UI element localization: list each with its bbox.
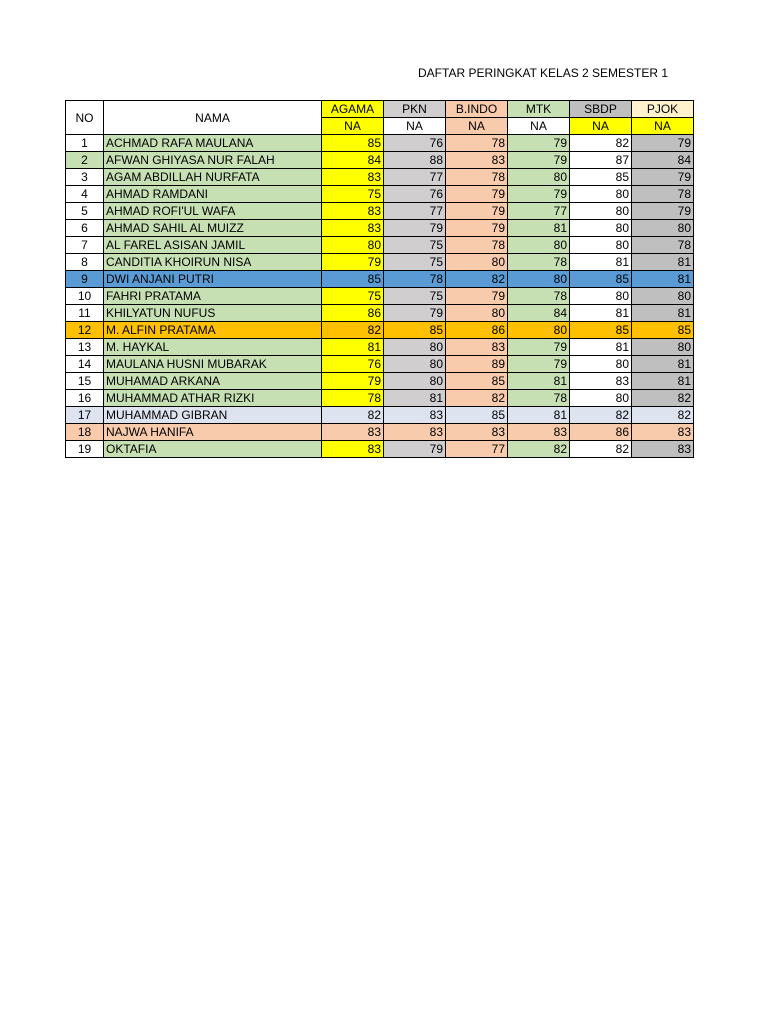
header-subject-agama: AGAMA xyxy=(322,101,384,118)
row-number: 1 xyxy=(66,135,104,152)
score-pkn: 85 xyxy=(384,322,446,339)
student-name: FAHRI PRATAMA xyxy=(104,288,322,305)
table-row xyxy=(66,288,694,305)
row-number: 14 xyxy=(66,356,104,373)
score-sbdp: 81 xyxy=(570,254,632,271)
score-agama: 83 xyxy=(322,220,384,237)
score-bindo: 85 xyxy=(446,407,508,424)
row-number: 13 xyxy=(66,339,104,356)
row-number: 16 xyxy=(66,390,104,407)
row-number: 11 xyxy=(66,305,104,322)
score-bindo: 80 xyxy=(446,254,508,271)
score-sbdp: 86 xyxy=(570,424,632,441)
score-pjok: 79 xyxy=(632,203,694,220)
table-row xyxy=(66,407,694,424)
row-number: 3 xyxy=(66,169,104,186)
table-row xyxy=(66,339,694,356)
score-bindo: 80 xyxy=(446,305,508,322)
score-sbdp: 80 xyxy=(570,356,632,373)
student-name: AGAM ABDILLAH NURFATA xyxy=(104,169,322,186)
score-agama: 81 xyxy=(322,339,384,356)
student-name: AHMAD RAMDANI xyxy=(104,186,322,203)
student-name: M. HAYKAL xyxy=(104,339,322,356)
score-pjok: 81 xyxy=(632,356,694,373)
row-number: 10 xyxy=(66,288,104,305)
score-mtk: 82 xyxy=(508,441,570,458)
row-number: 7 xyxy=(66,237,104,254)
student-name: AHMAD ROFI'UL WAFA xyxy=(104,203,322,220)
score-pjok: 79 xyxy=(632,169,694,186)
score-agama: 79 xyxy=(322,254,384,271)
table-row xyxy=(66,322,694,339)
score-agama: 84 xyxy=(322,152,384,169)
student-name: M. ALFIN PRATAMA xyxy=(104,322,322,339)
student-name: KHILYATUN NUFUS xyxy=(104,305,322,322)
row-number: 15 xyxy=(66,373,104,390)
student-name: MUHAMMAD GIBRAN xyxy=(104,407,322,424)
table-row xyxy=(66,203,694,220)
row-number: 19 xyxy=(66,441,104,458)
score-bindo: 79 xyxy=(446,220,508,237)
score-bindo: 77 xyxy=(446,441,508,458)
score-pkn: 76 xyxy=(384,186,446,203)
header-subject-bindo: B.INDO xyxy=(446,101,508,118)
score-mtk: 84 xyxy=(508,305,570,322)
header-na-sbdp: NA xyxy=(570,118,632,135)
score-pjok: 85 xyxy=(632,322,694,339)
score-pkn: 77 xyxy=(384,169,446,186)
score-bindo: 83 xyxy=(446,424,508,441)
table-row xyxy=(66,169,694,186)
student-name: AFWAN GHIYASA NUR FALAH xyxy=(104,152,322,169)
row-number: 18 xyxy=(66,424,104,441)
table-row xyxy=(66,356,694,373)
table-row xyxy=(66,424,694,441)
table-row xyxy=(66,152,694,169)
score-agama: 83 xyxy=(322,441,384,458)
score-mtk: 80 xyxy=(508,169,570,186)
score-mtk: 79 xyxy=(508,356,570,373)
score-bindo: 79 xyxy=(446,186,508,203)
table-row xyxy=(66,186,694,203)
score-agama: 75 xyxy=(322,186,384,203)
score-pkn: 80 xyxy=(384,356,446,373)
student-name: OKTAFIA xyxy=(104,441,322,458)
table-row xyxy=(66,305,694,322)
header-subject-pkn: PKN xyxy=(384,101,446,118)
score-agama: 75 xyxy=(322,288,384,305)
score-pjok: 80 xyxy=(632,288,694,305)
score-pkn: 75 xyxy=(384,288,446,305)
row-number: 6 xyxy=(66,220,104,237)
score-mtk: 81 xyxy=(508,373,570,390)
score-pjok: 81 xyxy=(632,305,694,322)
score-pkn: 75 xyxy=(384,237,446,254)
score-agama: 80 xyxy=(322,237,384,254)
score-sbdp: 87 xyxy=(570,152,632,169)
score-pkn: 79 xyxy=(384,441,446,458)
header-na-pkn: NA xyxy=(384,118,446,135)
score-mtk: 78 xyxy=(508,390,570,407)
table-row xyxy=(66,237,694,254)
score-mtk: 79 xyxy=(508,186,570,203)
table-row xyxy=(66,220,694,237)
score-pjok: 81 xyxy=(632,373,694,390)
score-agama: 82 xyxy=(322,407,384,424)
score-sbdp: 81 xyxy=(570,339,632,356)
score-pkn: 80 xyxy=(384,339,446,356)
score-bindo: 78 xyxy=(446,169,508,186)
score-pkn: 77 xyxy=(384,203,446,220)
score-agama: 79 xyxy=(322,373,384,390)
header-na-agama: NA xyxy=(322,118,384,135)
student-name: AL FAREL ASISAN JAMIL xyxy=(104,237,322,254)
score-pjok: 79 xyxy=(632,135,694,152)
table-row xyxy=(66,271,694,288)
header-nama: NAMA xyxy=(104,101,322,135)
score-pkn: 78 xyxy=(384,271,446,288)
table-row xyxy=(66,373,694,390)
student-name: AHMAD SAHIL AL MUIZZ xyxy=(104,220,322,237)
score-mtk: 78 xyxy=(508,288,570,305)
score-agama: 83 xyxy=(322,424,384,441)
score-mtk: 77 xyxy=(508,203,570,220)
row-number: 5 xyxy=(66,203,104,220)
score-pkn: 75 xyxy=(384,254,446,271)
score-mtk: 83 xyxy=(508,424,570,441)
score-bindo: 86 xyxy=(446,322,508,339)
score-agama: 83 xyxy=(322,203,384,220)
score-mtk: 81 xyxy=(508,407,570,424)
header-na-mtk: NA xyxy=(508,118,570,135)
score-sbdp: 80 xyxy=(570,390,632,407)
table-row xyxy=(66,441,694,458)
student-name: MAULANA HUSNI MUBARAK xyxy=(104,356,322,373)
score-bindo: 83 xyxy=(446,152,508,169)
score-mtk: 81 xyxy=(508,220,570,237)
row-number: 4 xyxy=(66,186,104,203)
score-bindo: 78 xyxy=(446,135,508,152)
row-number: 8 xyxy=(66,254,104,271)
student-name: DWI ANJANI PUTRI xyxy=(104,271,322,288)
row-number: 2 xyxy=(66,152,104,169)
student-name: NAJWA HANIFA xyxy=(104,424,322,441)
score-sbdp: 82 xyxy=(570,441,632,458)
score-pjok: 81 xyxy=(632,271,694,288)
table-header xyxy=(66,101,694,135)
header-no: NO xyxy=(66,101,104,135)
table-row xyxy=(66,390,694,407)
score-mtk: 79 xyxy=(508,339,570,356)
student-name: MUHAMMAD ATHAR RIZKI xyxy=(104,390,322,407)
score-sbdp: 85 xyxy=(570,271,632,288)
row-number: 17 xyxy=(66,407,104,424)
score-pjok: 78 xyxy=(632,237,694,254)
score-sbdp: 81 xyxy=(570,305,632,322)
student-name: CANDITIA KHOIRUN NISA xyxy=(104,254,322,271)
header-subject-mtk: MTK xyxy=(508,101,570,118)
score-sbdp: 82 xyxy=(570,135,632,152)
score-pkn: 83 xyxy=(384,407,446,424)
header-na-bindo: NA xyxy=(446,118,508,135)
student-name: MUHAMAD ARKANA xyxy=(104,373,322,390)
score-pkn: 80 xyxy=(384,373,446,390)
score-sbdp: 80 xyxy=(570,288,632,305)
score-mtk: 80 xyxy=(508,322,570,339)
table-row xyxy=(66,254,694,271)
score-sbdp: 85 xyxy=(570,169,632,186)
score-pkn: 76 xyxy=(384,135,446,152)
score-bindo: 89 xyxy=(446,356,508,373)
score-pjok: 83 xyxy=(632,424,694,441)
table-body xyxy=(66,135,694,458)
score-sbdp: 85 xyxy=(570,322,632,339)
header-subject-pjok: PJOK xyxy=(632,101,694,118)
score-sbdp: 80 xyxy=(570,186,632,203)
score-mtk: 80 xyxy=(508,271,570,288)
score-pjok: 82 xyxy=(632,390,694,407)
score-pjok: 78 xyxy=(632,186,694,203)
score-agama: 82 xyxy=(322,322,384,339)
score-agama: 76 xyxy=(322,356,384,373)
score-sbdp: 82 xyxy=(570,407,632,424)
page-title: DAFTAR PERINGKAT KELAS 2 SEMESTER 1 xyxy=(418,66,669,80)
score-agama: 86 xyxy=(322,305,384,322)
score-agama: 78 xyxy=(322,390,384,407)
score-mtk: 78 xyxy=(508,254,570,271)
score-pkn: 79 xyxy=(384,305,446,322)
score-agama: 83 xyxy=(322,169,384,186)
score-bindo: 79 xyxy=(446,288,508,305)
score-agama: 85 xyxy=(322,135,384,152)
score-pjok: 80 xyxy=(632,220,694,237)
score-pjok: 84 xyxy=(632,152,694,169)
row-number: 9 xyxy=(66,271,104,288)
ranking-table xyxy=(65,100,694,458)
score-pjok: 80 xyxy=(632,339,694,356)
score-bindo: 78 xyxy=(446,237,508,254)
score-mtk: 79 xyxy=(508,152,570,169)
score-bindo: 82 xyxy=(446,271,508,288)
score-bindo: 83 xyxy=(446,339,508,356)
score-bindo: 82 xyxy=(446,390,508,407)
score-sbdp: 80 xyxy=(570,203,632,220)
score-pkn: 83 xyxy=(384,424,446,441)
student-name: ACHMAD RAFA MAULANA xyxy=(104,135,322,152)
score-pkn: 88 xyxy=(384,152,446,169)
score-mtk: 79 xyxy=(508,135,570,152)
score-pjok: 83 xyxy=(632,441,694,458)
score-pjok: 82 xyxy=(632,407,694,424)
score-sbdp: 83 xyxy=(570,373,632,390)
score-sbdp: 80 xyxy=(570,220,632,237)
score-mtk: 80 xyxy=(508,237,570,254)
score-agama: 85 xyxy=(322,271,384,288)
score-pkn: 81 xyxy=(384,390,446,407)
score-sbdp: 80 xyxy=(570,237,632,254)
score-bindo: 79 xyxy=(446,203,508,220)
score-bindo: 85 xyxy=(446,373,508,390)
row-number: 12 xyxy=(66,322,104,339)
table-row xyxy=(66,135,694,152)
header-subject-sbdp: SBDP xyxy=(570,101,632,118)
score-pkn: 79 xyxy=(384,220,446,237)
score-pjok: 81 xyxy=(632,254,694,271)
header-na-pjok: NA xyxy=(632,118,694,135)
